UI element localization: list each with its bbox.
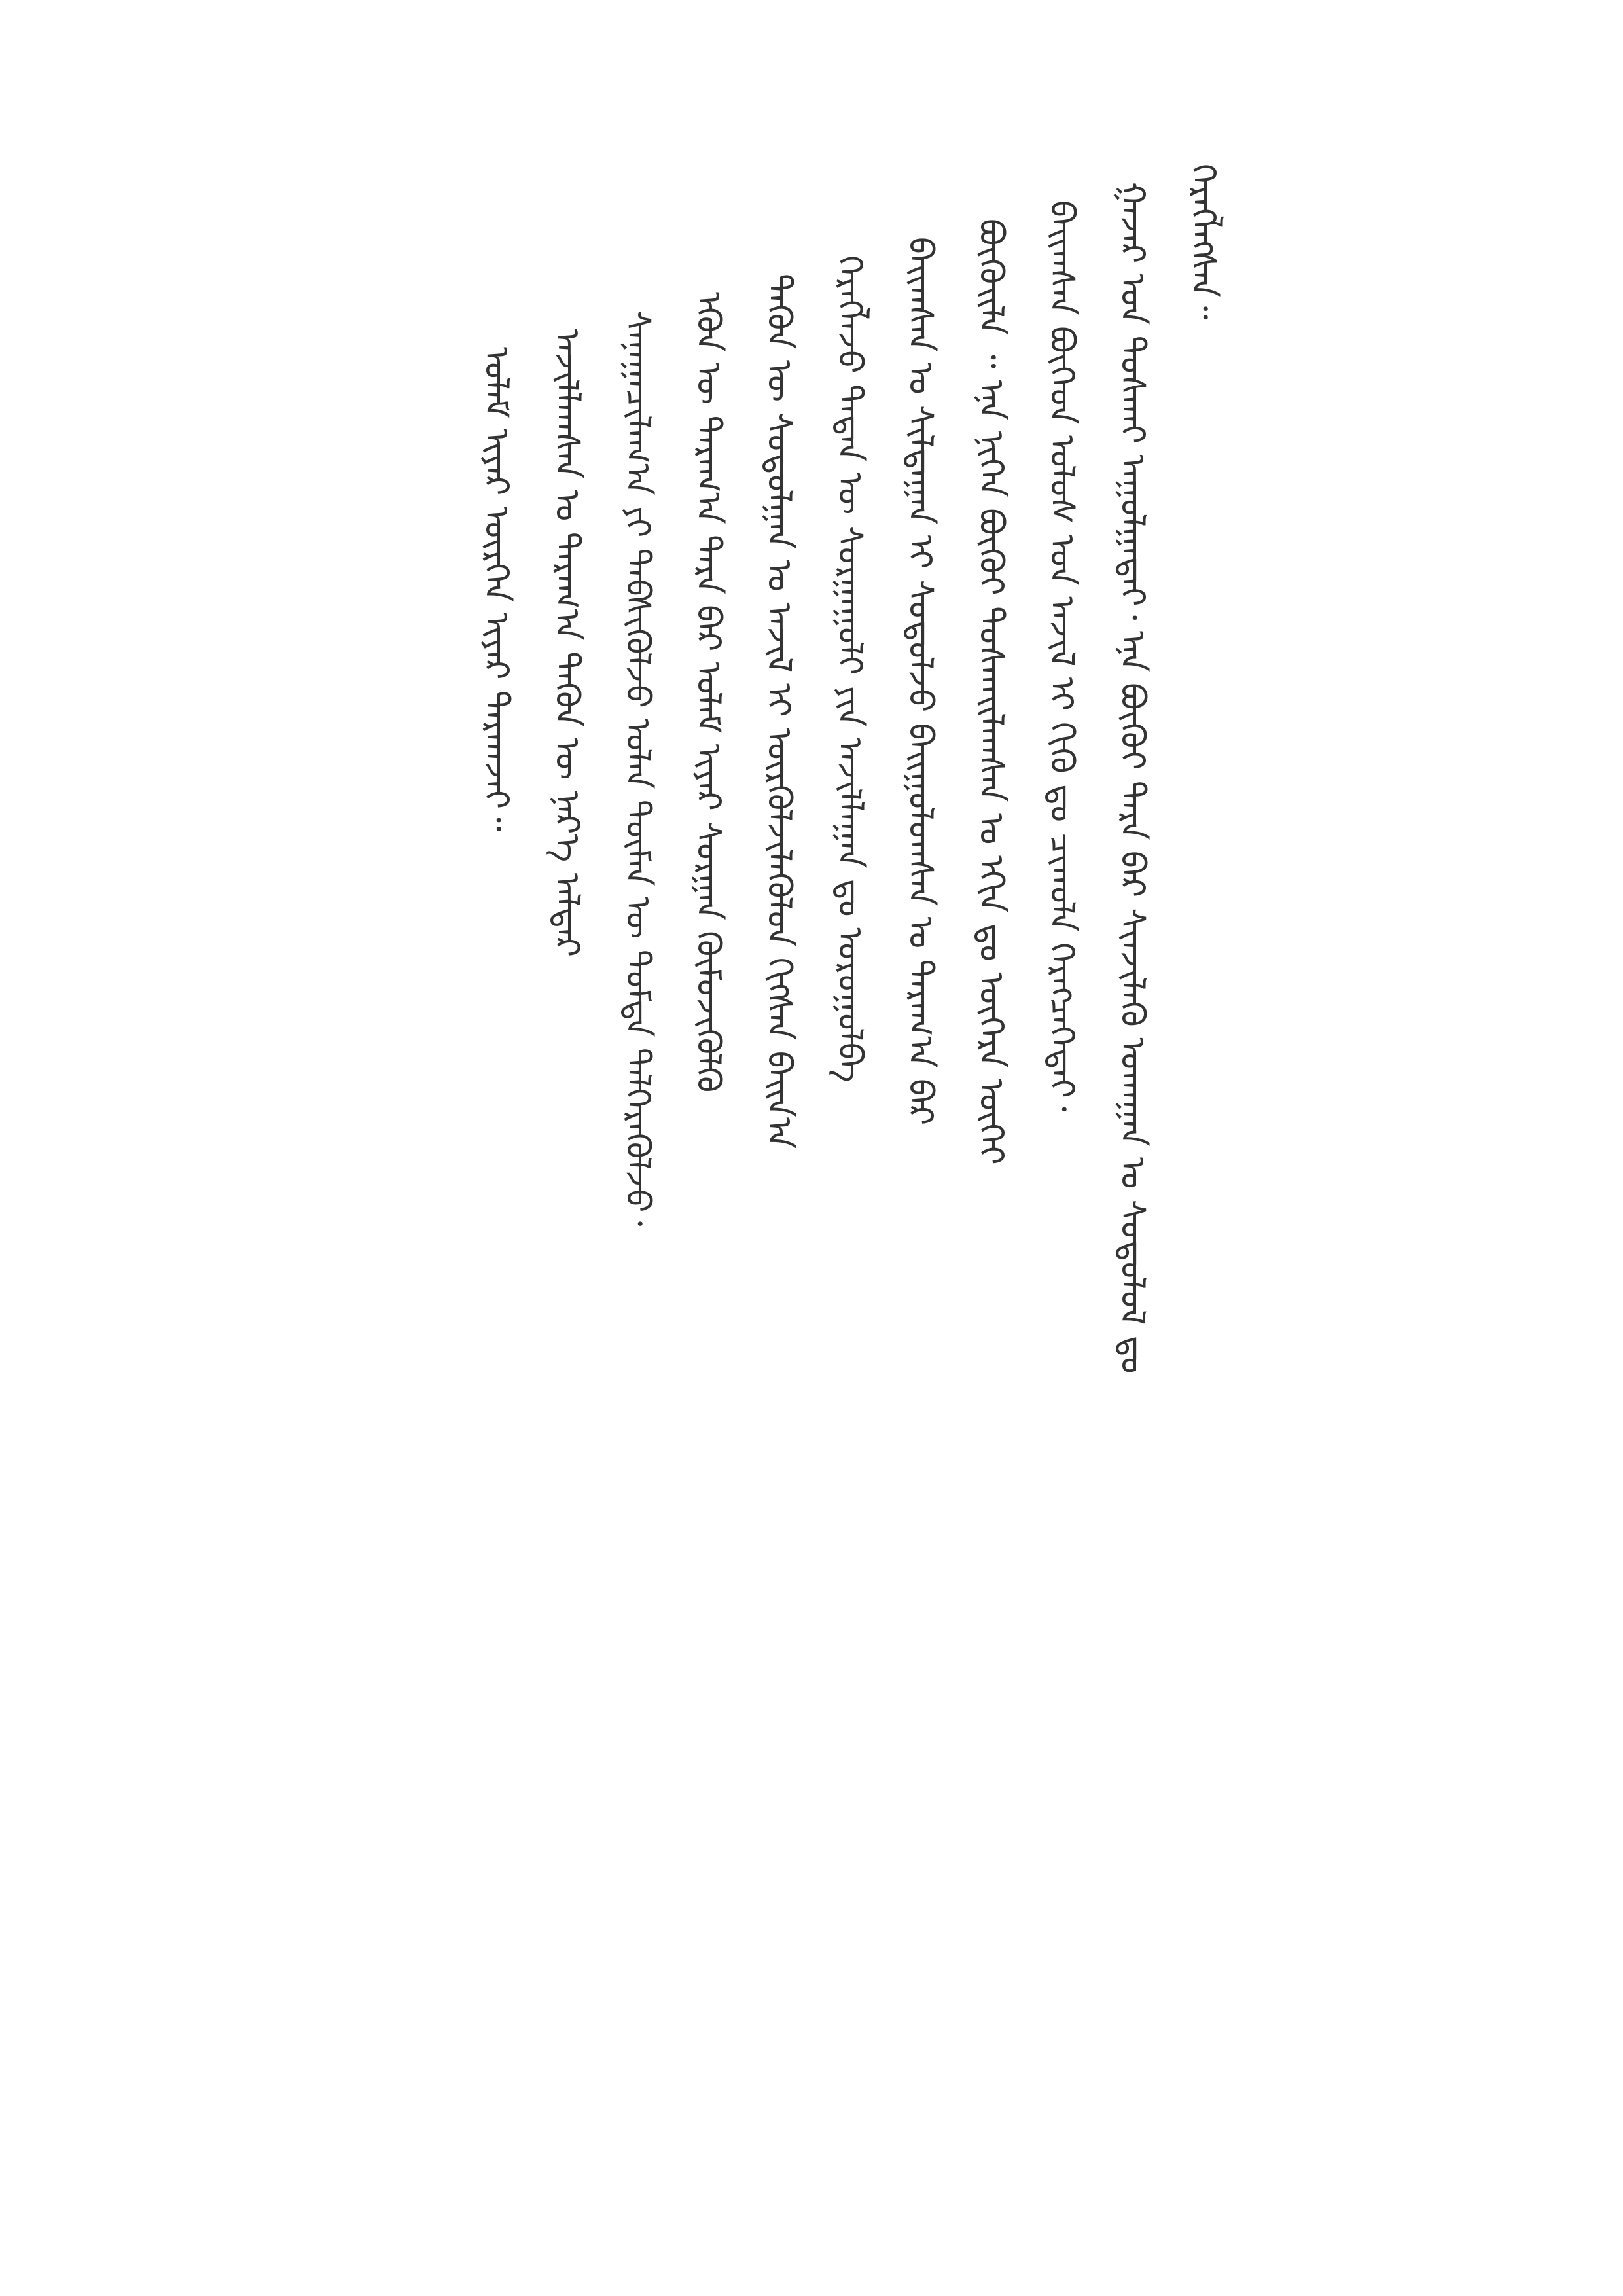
text-line: ᠰᠠᠨᠠᠭᠠᠴᠢᠯᠠᠭ᠎ᠠ ᠶᠢ ᠳᠡᠪᠰᠢᠭᠦᠯᠵᠦ ᠤᠯᠠᠨ ᠲᠦᠮᠡᠨ ᠦ ᠳᠤᠮᠳᠠ ᠳᠡᠯᠭᠡᠷᠡᠭᠦᠯᠵᠦ᠂	[618, 310, 657, 1227]
text-line: ᠬᠡᠷᠡᠭᠯᠡᠭᠰᠡᠨ᠃	[1183, 164, 1222, 320]
text-line: ᠠᠵᠢᠯᠯᠠᠭᠰᠠᠨ ᠤ ᠳᠠᠷᠠᠭ᠎ᠠ ᠲᠡᠭᠦᠨ ᠦ ᠨᠡᠷ᠎ᠡ ᠠᠯᠳᠠᠷ	[547, 329, 586, 958]
mongolian-text-block	[476, 164, 1257, 2140]
text-line: ᠤᠯᠠᠮ ᠢᠶᠠᠷ ᠦᠷᠭᠡᠨ ᠢᠶᠡᠷ ᠲᠠᠷᠬᠠᠵᠠᠢ᠃	[476, 347, 516, 832]
text-line: ᠡᠭᠦᠨ ᠦ ᠳᠠᠷᠠᠭ᠎ᠠ ᠲᠡᠷᠡ ᠪᠡᠷ ᠤᠯᠠᠮ ᠢᠶᠠᠷ ᠰᠤᠷᠭᠠᠨ ᠬᠦᠮᠦᠵᠢᠭᠦᠯᠬᠦ	[688, 292, 728, 1093]
text-line: ᠪᠠᠢᠭᠰᠠᠨ ᠪᠦᠭᠡᠳ ᠤᠯᠤᠰ ᠤᠨ ᠠᠵᠢᠯ ᠢ ᠬᠢᠬᠦ ᠳᠤ ᠴᠢᠬᠤᠯᠠ ᠬᠡᠷᠡᠭᠴᠡᠭᠡᠲᠡᠢ᠂	[1042, 200, 1081, 1112]
text-line: ᠪᠠᠢᠭᠰᠠᠨ ᠤ ᠰᠢᠯᠲᠠᠭᠠᠨ ᠢ ᠰᠤᠳᠤᠯᠵᠤ ᠪᠠᠢᠭᠤᠯᠤᠭᠰᠠᠨ ᠤ ᠳᠠᠷᠠᠭ᠎ᠠ ᠪᠠᠷ	[901, 237, 940, 1126]
text-line: ᠲᠡᠭᠦᠨ ᠦ ᠰᠤᠳᠤᠯᠭᠠᠨ ᠤ ᠠᠵᠢᠯ ᠢ ᠦᠷᠭᠦᠯᠵᠢᠯᠡᠭᠦᠯᠦᠨ ᠬᠢᠭᠰᠡᠨ ᠪᠠᠢᠨ᠎ᠠ	[759, 274, 798, 1149]
text-line: ᠬᠡᠷᠡᠭᠯᠡᠵᠦ ᠲᠡᠳᠡᠨ ᠦ ᠰᠤᠷᠭᠠᠭᠤᠯᠢ ᠶᠢᠨ ᠠᠵᠢᠯᠯᠠᠭᠠᠨ ᠳᠤ ᠤᠷᠤᠭᠤᠯᠪᠠ	[830, 255, 869, 1083]
text-line: ᠭᠠᠵᠠᠷ ᠤᠨ ᠲᠤᠰᠬᠠᠢ ᠠᠭᠤᠯᠭᠠᠲᠠᠢ᠂ ᠡᠨᠡ ᠪᠦᠬᠦᠢ ᠲᠡᠷᠡ ᠪᠡᠷ ᠰᠢᠨᠵᠢᠯᠡᠬᠦ ᠤᠬᠠᠭᠠᠨ ᠤ ᠰᠤᠳᠤᠯᠤᠯ ᠳᠤ	[1113, 182, 1152, 1374]
text-line: ᠪᠦᠬᠦᠢᠯᠡ ᠃ ᠡᠨᠡ ᠨᠢᠭᠡᠨ ᠪᠦᠬᠦᠢ ᠲᠤᠰᠬᠠᠢᠯᠠᠭᠰᠠᠨ ᠤ ᠡᠬᠢᠨ ᠳᠤ ᠦᠭᠡᠷᠡ ᠦᠭᠡᠢ	[971, 219, 1010, 1165]
